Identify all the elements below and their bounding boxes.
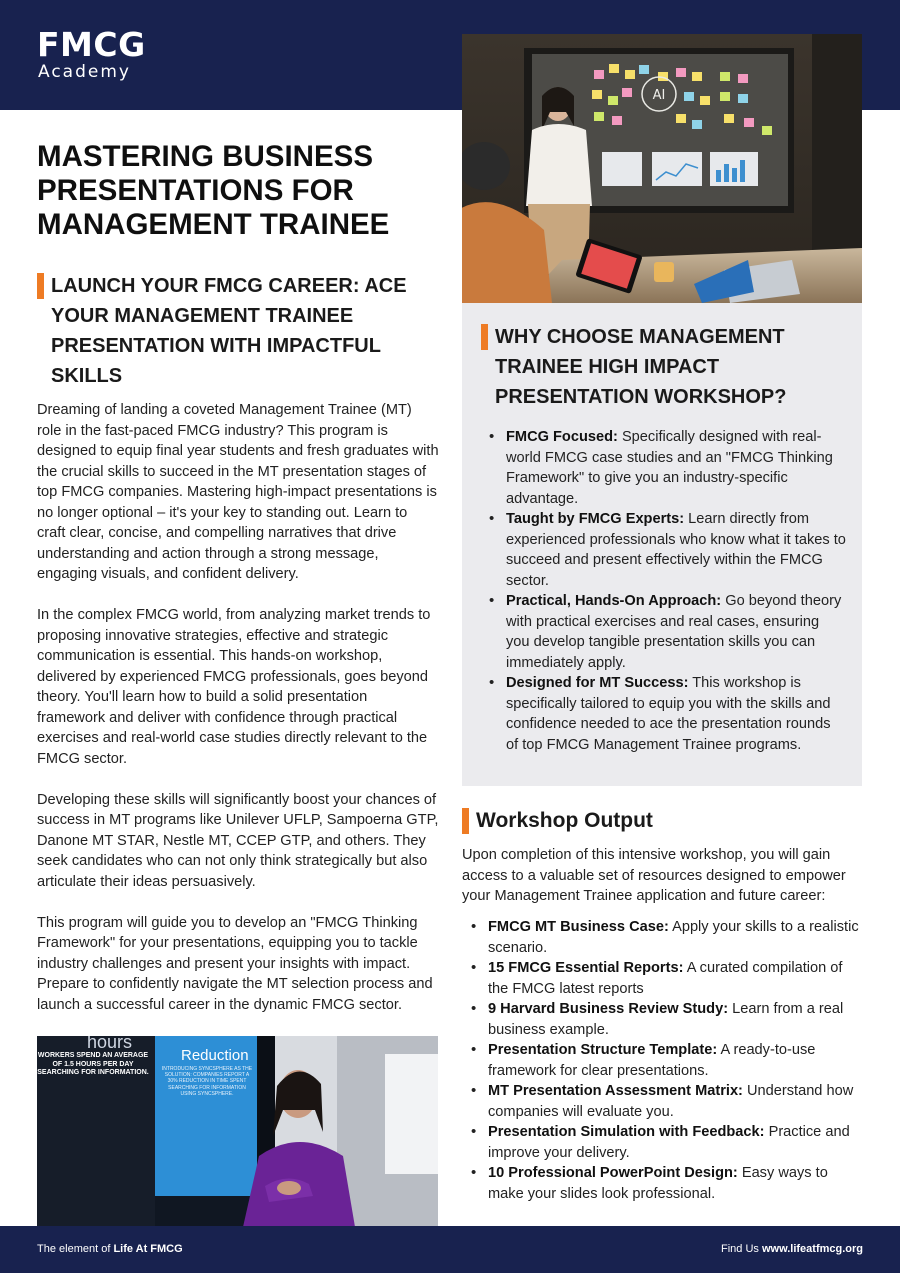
list-item — [488, 1081, 866, 1122]
why-choose-list — [506, 427, 846, 755]
logo-mark: FMCG — [37, 25, 146, 64]
item-text: Apply your skills to a realistic scenario. — [488, 919, 859, 956]
list-item — [506, 673, 846, 755]
item-text: Learn from a real business example. — [488, 1001, 844, 1038]
footer-tagline-prefix: The element of — [37, 1243, 114, 1255]
left-subheading: LAUNCH YOUR FMCG CAREER: ACE YOUR MANAGEMENT TRAINEE PRESENTATION WITH IMPACTFUL SKILLS — [37, 271, 437, 391]
left-body — [37, 400, 439, 1036]
item-label: 15 FMCG Essential Reports: — [488, 960, 684, 976]
why-choose-heading: WHY CHOOSE MANAGEMENT TRAINEE HIGH IMPACT PRESENTATION WORKSHOP? — [481, 322, 841, 412]
photo-illustration — [462, 34, 862, 303]
item-text: This workshop is specifically tailored to equip you with the skills and confidence needed to ace the presentation rounds of top FMCG Management Trainee programs. — [506, 675, 831, 753]
item-text: Go beyond theory with practical exercises and real cases, ensuring you develop tangible presentation skills you can immediately apply. — [506, 593, 842, 671]
screen-right-caption — [161, 1066, 253, 1112]
list-item — [506, 591, 846, 673]
item-label: MT Presentation Assessment Matrix: — [488, 1083, 743, 1099]
footer-tagline — [37, 1243, 183, 1255]
intro-paragraph-2: In the complex FMCG world, from analyzing market trends to proposing innovative strategies, effective and strategic communication is essential. This hands-on workshop, delivered by experienced FMCG professionals, goes beyond theory. You'll learn how to build a solid presentation framework and deliver with confidence through practical exercises and real-world case studies directly relevant to the FMCG sector. — [37, 607, 431, 767]
intro-paragraph-3: Developing these skills will significantly boost your chances of success in MT programs like Unilever UFLP, Sampoerna GTP, Danone MT STAR, Nestle MT, CCEP GTP, and others. They seek candidates who can not only think strategically but also articulate their ideas persuasively. — [37, 791, 439, 890]
footer-tagline-brand: Life At FMCG — [113, 1243, 183, 1255]
workshop-output-heading: Workshop Output — [462, 806, 862, 836]
footer-band — [0, 1226, 900, 1273]
item-text: Practice and improve your delivery. — [488, 1124, 850, 1161]
intro-paragraph-4: This program will guide you to develop an "FMCG Thinking Framework" for your presentations, equipping you to tackle industry challenges and present your insights with impact. Prepare to confidently navigate the MT selection process and launch a successful career in the dynamic FMCG sector. — [37, 914, 433, 1013]
list-item — [488, 917, 866, 958]
list-item — [488, 999, 866, 1040]
screen-left-caption — [37, 1052, 149, 1112]
item-label: Presentation Structure Template: — [488, 1042, 718, 1058]
screen-right-caption-text: INTRODUCING SYNCSPHERE AS THE SOLUTION: COMPANIES REPORT A 30% REDUCTION IN TIME SPENT SEARCHING FOR INFORMATION USING SYNCSPHERE. — [161, 1066, 253, 1097]
item-text: Easy ways to make your slides look professional. — [488, 1165, 828, 1202]
item-text: Understand how companies will evaluate you. — [488, 1083, 854, 1120]
list-item — [488, 1163, 866, 1204]
list-item — [506, 509, 846, 591]
footer-contact — [721, 1243, 863, 1255]
photo-illustration — [37, 1036, 438, 1227]
item-label: 9 Harvard Business Review Study: — [488, 1001, 729, 1017]
item-label: Designed for MT Success: — [506, 675, 689, 691]
item-label: Taught by FMCG Experts: — [506, 511, 685, 527]
item-label: Practical, Hands-On Approach: — [506, 593, 722, 609]
list-item — [488, 958, 866, 999]
list-item — [488, 1040, 866, 1081]
screen-right-title: Reduction — [181, 1047, 249, 1064]
item-text: Specifically designed with real-world FMCG case studies and an "FMCG Thinking Framework" to give you an industry-specific advantage. — [506, 429, 833, 507]
item-text: A ready-to-use framework for clear presentations. — [488, 1042, 816, 1079]
list-item — [488, 1122, 866, 1163]
item-label: FMCG MT Business Case: — [488, 919, 669, 935]
logo-subtitle: Academy — [38, 62, 131, 82]
whiteboard-ai-label: AI — [652, 88, 666, 103]
screen-left-caption-text: WORKERS SPEND AN AVERAGE OF 1.5 HOURS PER DAY SEARCHING FOR INFORMATION. — [37, 1052, 149, 1076]
item-text: Learn directly from experienced professionals who know what it takes to succeed and present effectively within the FMCG sector. — [506, 511, 846, 589]
fmcg-academy-logo — [37, 25, 146, 82]
item-label: 10 Professional PowerPoint Design: — [488, 1165, 738, 1181]
presenter-whiteboard-photo — [462, 34, 862, 303]
screen-left-title: hours — [87, 1036, 133, 1052]
presenter-stage-photo — [37, 1036, 438, 1227]
why-choose-panel — [462, 303, 862, 786]
page-title: MASTERING BUSINESS PRESENTATIONS FOR MANAGEMENT TRAINEE — [37, 140, 390, 241]
item-text: A curated compilation of the FMCG latest reports — [488, 960, 843, 997]
list-item — [506, 427, 846, 509]
item-label: FMCG Focused: — [506, 429, 618, 445]
footer-website-link[interactable]: www.lifeatfmcg.org — [761, 1243, 863, 1255]
workshop-output-list — [488, 917, 866, 1204]
intro-paragraph-1: Dreaming of landing a coveted Management Trainee (MT) role in the fast-paced FMCG industry? This program is designed to equip final year students and fresh graduates with the crucial skills to succeed in the MT presentation stages of top FMCG companies. Mastering high-impact presentations is no longer optional – it's your key to standing out. Learn to craft clear, concise, and compelling narratives that drive understanding and action through a strong message, engaging visuals, and confident delivery. — [37, 402, 439, 582]
item-label: Presentation Simulation with Feedback: — [488, 1124, 765, 1140]
workshop-output-intro: Upon completion of this intensive workshop, you will gain access to a valuable set of resources designed to empower your Management Trainee application and future career: — [462, 847, 846, 904]
footer-contact-prefix: Find Us — [720, 1243, 762, 1255]
